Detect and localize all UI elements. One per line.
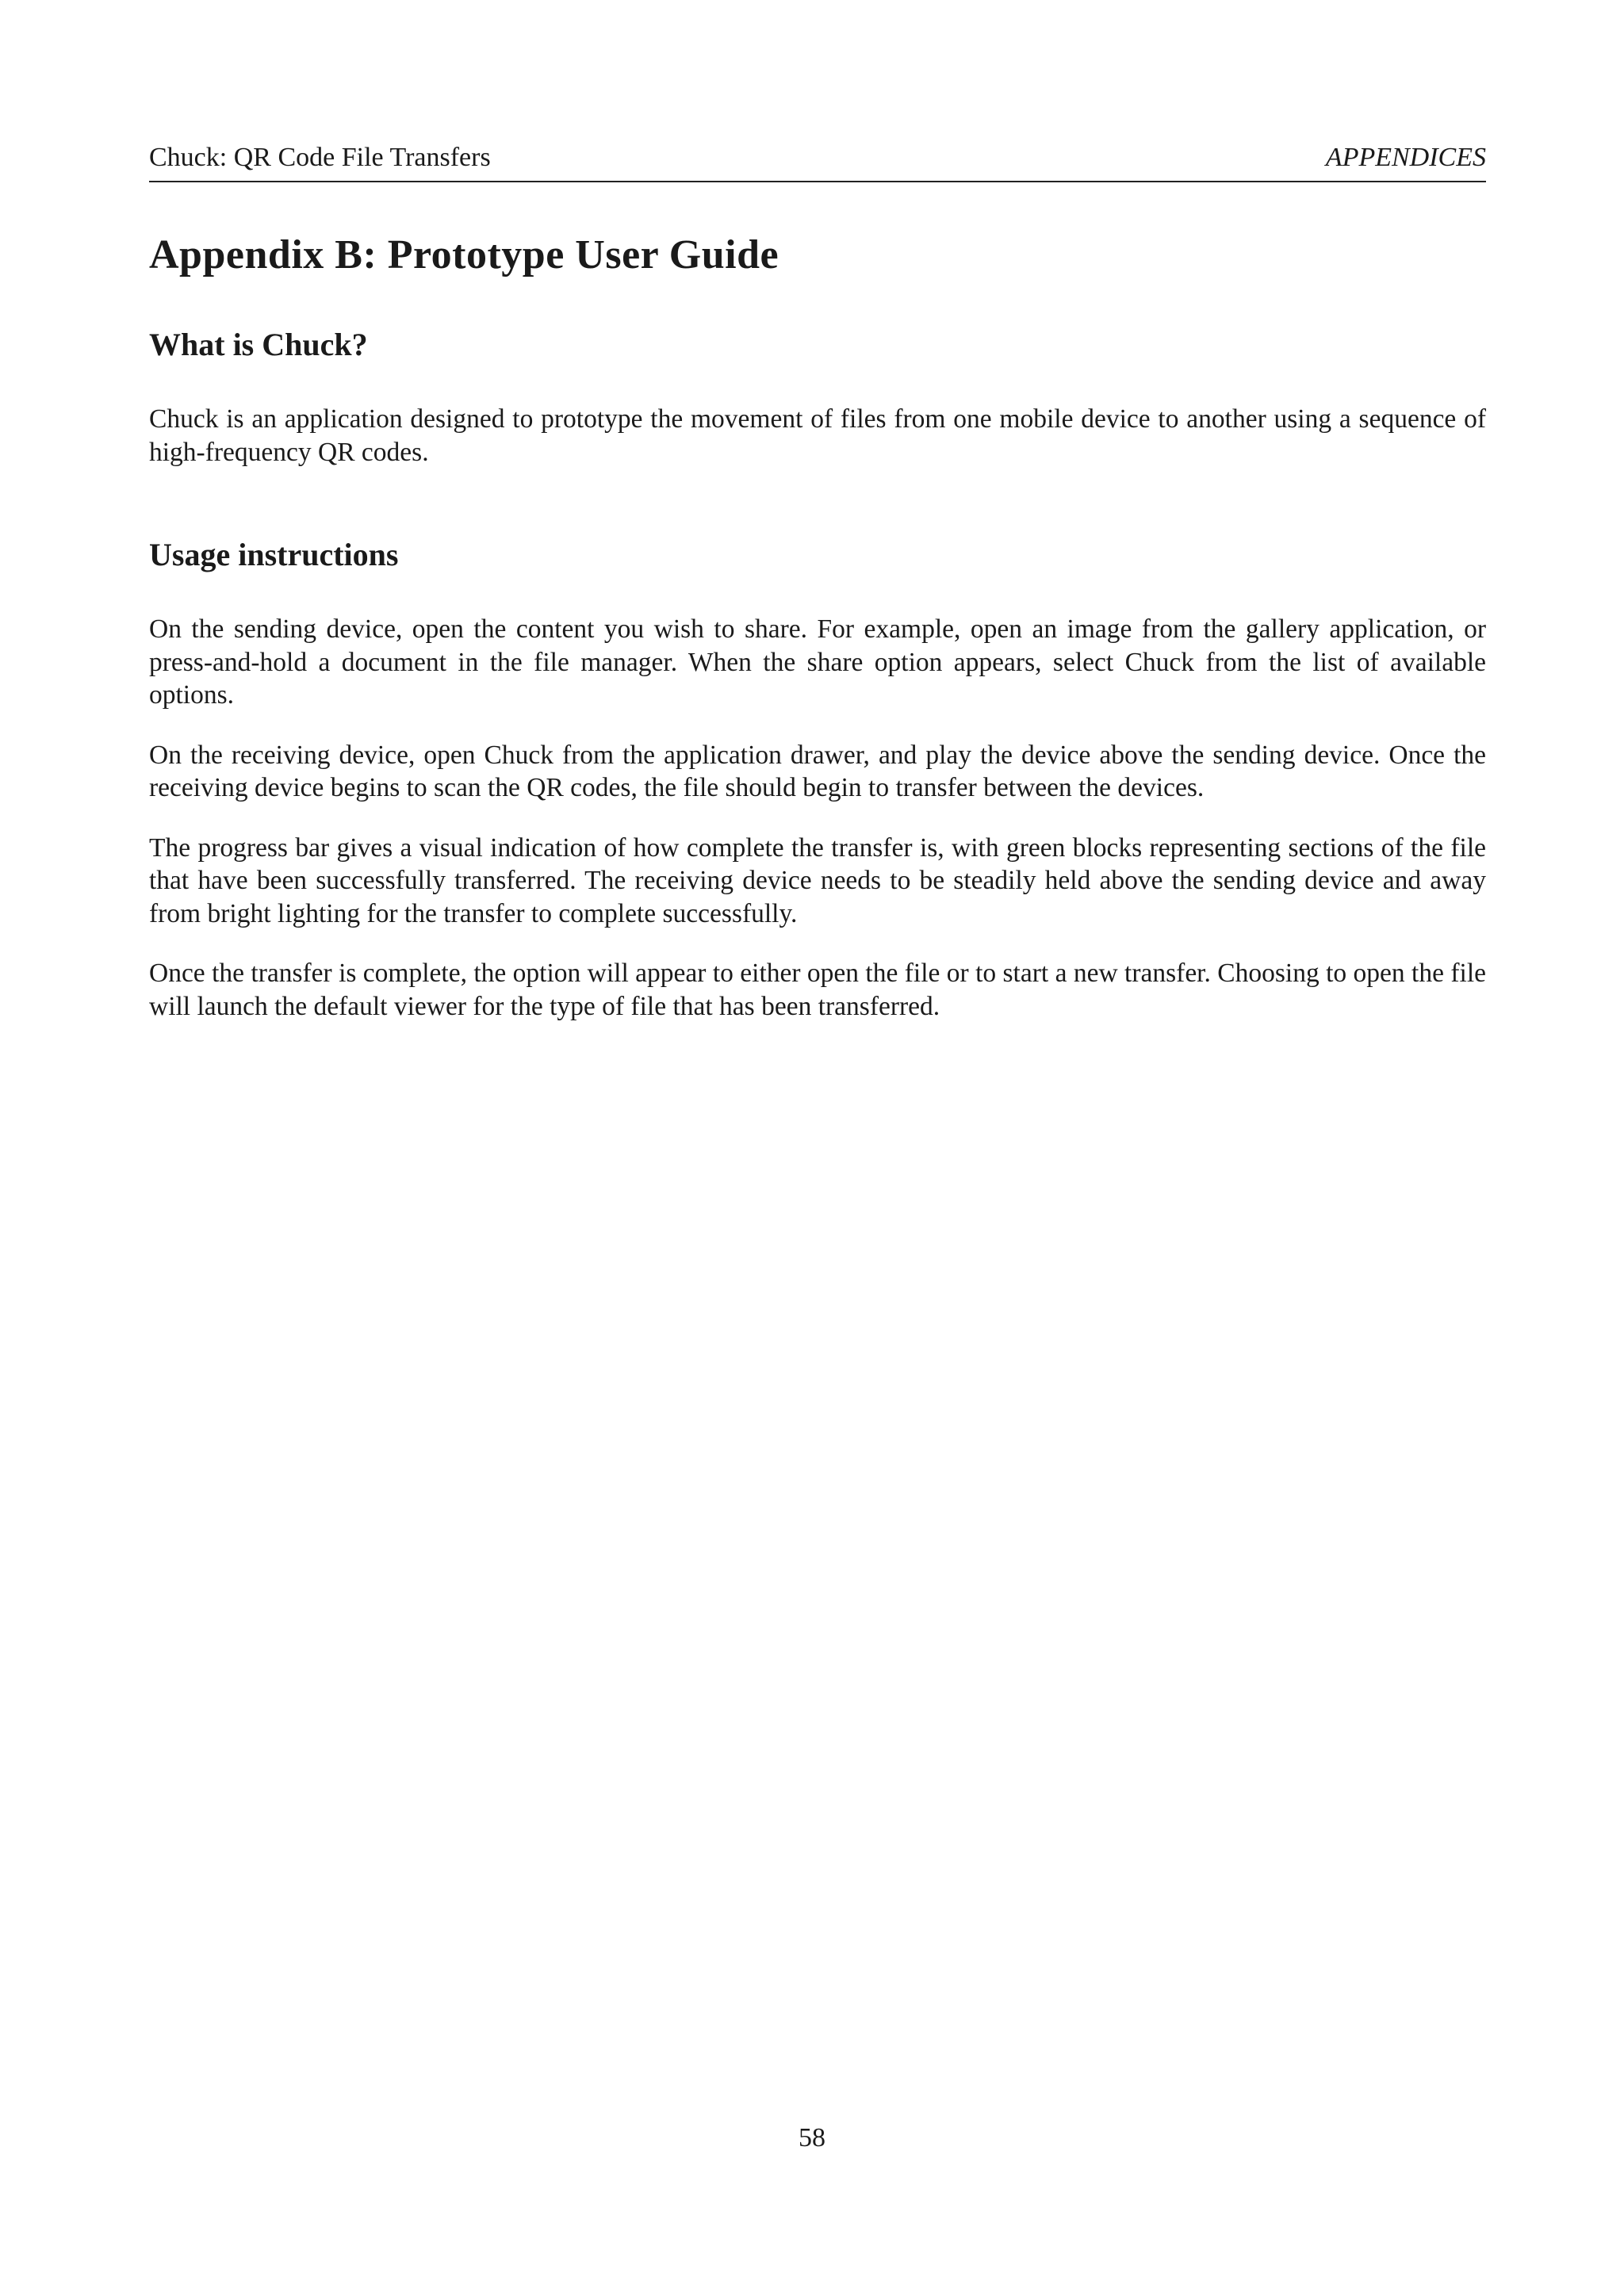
- paragraph-usage-sending: On the sending device, open the content you wish to share. For example, open an image from the gallery application, or press-and-hold a document in the file manager. When the share option appears, select Chuck from the list of available options.: [149, 614, 1486, 710]
- running-header-section: APPENDICES: [1325, 143, 1486, 172]
- page-content: [149, 230, 1486, 1023]
- paragraph-usage-complete: Once the transfer is complete, the option will appear to either open the file or to start a new transfer. Choosing to open the file will launch the default viewer for the type of file that has been transferred.: [149, 959, 1486, 1021]
- paragraph-usage-receiving: On the receiving device, open Chuck from the application drawer, and play the device above the sending device. Once the receiving device begins to scan the QR codes, the file should begin to transfer between the devices.: [149, 740, 1486, 802]
- appendix-title: Appendix B: Prototype User Guide: [149, 232, 779, 277]
- running-header-title: Chuck: QR Code File Transfers: [149, 143, 491, 172]
- section-heading-usage-instructions: Usage instructions: [149, 537, 399, 572]
- paragraph-what-is-chuck: Chuck is an application designed to prototype the movement of files from one mobile device to another using a sequence of high-frequency QR codes.: [149, 404, 1486, 467]
- running-header: [149, 141, 1486, 182]
- paragraph-usage-progress-bar: The progress bar gives a visual indication of how complete the transfer is, with green blocks representing sections of the file that have been successfully transferred. The receiving device needs to be steadily held above the sending device and away from bright lighting for the transfer to complete successfully.: [149, 832, 1486, 928]
- section-heading-what-is-chuck: What is Chuck?: [149, 327, 368, 362]
- page-number: 58: [799, 2123, 825, 2152]
